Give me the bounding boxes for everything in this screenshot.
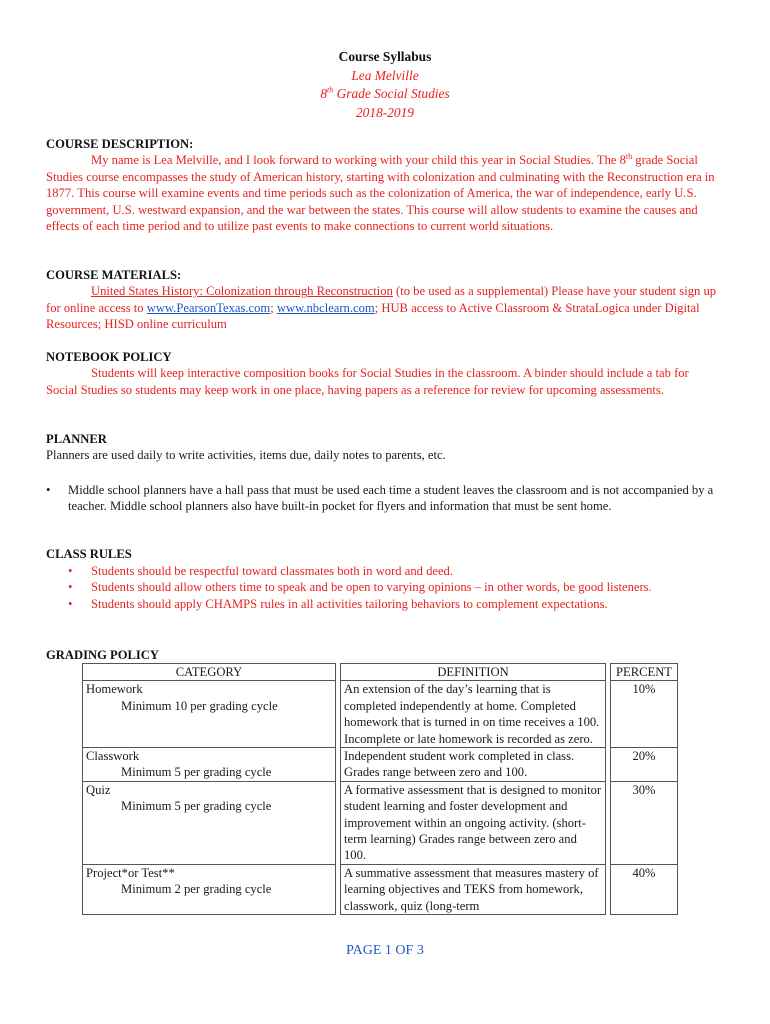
course-description-section [46,136,718,234]
column-header-percent: PERCENT [611,664,678,681]
school-year: 2018-2019 [355,104,415,120]
teacher-name: Lea Melville [351,67,419,83]
bullet-icon: • [68,580,73,595]
notebook-policy-heading: NOTEBOOK POLICY [46,350,172,364]
grading-table [82,663,678,915]
pearson-link[interactable]: www.PearsonTexas.com [146,300,271,315]
definition-cell: An extension of the day’s learning that is completed independently at home. Completed homework that is turned in on time receives a 100. Incomplete or late homework is recorded as zero. [341,681,606,748]
course-description-heading: COURSE DESCRIPTION: [46,137,194,151]
definition-cell: A summative assessment that measures mastery of learning objectives and TEKS from homework, classwork, quiz (long-term [341,864,606,914]
percent-cell: 10% [611,681,678,748]
percent-cell: 40% [611,864,678,914]
class-rules-heading: CLASS RULES [46,547,132,561]
column-header-definition: DEFINITION [341,664,606,681]
notebook-policy-text: Students will keep interactive composition books for Social Studies in the classroom. A binder should include a tab for Social Studies so students may keep work in one place, having papers as a reference for review for upcoming assessments. [46,366,689,397]
list-item: • Students should allow others time to speak and be open to varying opinions – in other words, be good listeners. [68,580,652,595]
planner-heading: PLANNER [46,432,107,446]
course-materials-section [46,267,718,333]
percent-cell: 30% [611,781,678,864]
table-header-row [83,664,678,681]
percent-cell: 20% [611,748,678,782]
bullet-icon: • [68,596,73,611]
grading-policy-heading: GRADING POLICY [46,648,159,662]
document-title: Course Syllabus [338,49,432,64]
page-number: PAGE 1 OF 3 [346,943,424,958]
bullet-icon: • [46,483,51,497]
table-row [83,748,678,782]
table-row [83,781,678,864]
course-name: 8th Grade Social Studies [320,85,450,101]
course-materials-heading: COURSE MATERIALS: [46,268,182,282]
category-cell: Project*or Test** Minimum 2 per grading cycle [83,864,336,914]
list-item: • Students should be respectful toward classmates both in word and deed. [68,564,453,578]
table-row [83,864,678,914]
nbclearn-link[interactable]: www.nbclearn.com [276,300,375,315]
notebook-policy-section [46,349,718,398]
course-materials-text: United States History: Colonization through Reconstruction (to be used as a supplemental) Please have your student sign up for online access to www.PearsonTexas.com; www.nbclearn.com; HUB access to Active Classroom & StrataLogica under Digital Resources; HISD online curriculum [46,284,717,332]
category-cell: Homework Minimum 10 per grading cycle [83,681,336,748]
category-cell: Quiz Minimum 5 per grading cycle [83,781,336,864]
planner-section [46,431,718,464]
class-rules-list [46,563,718,612]
course-description-text: My name is Lea Melville, and I look forward to working with your child this year in Social Studies. The 8th grade Social Studies course encompasses the study of American history, starting with colonization and culminating with the Reconstruction era in 1877. This course will examine events and time periods such as the colonization of America, the war of independence, early U.S. government, U.S. westward expansion, and the war between the states. This course will allow students to examine the causes and effects of each time period and to utilize past events to make connections to current world situations. [46,152,715,234]
class-rules-section [46,546,718,562]
definition-cell: Independent student work completed in class. Grades range between zero and 100. [341,748,606,782]
definition-cell: A formative assessment that is designed to monitor student learning and foster development and improvement within an ongoing activity. (short-term learning) Grades range between zero and 100. [341,781,606,864]
planner-text: Planners are used daily to write activities, items due, daily notes to parents, etc. [46,448,446,463]
list-item: • Students should apply CHAMPS rules in all activities tailoring behaviors to complement expectations. [68,596,608,611]
textbook-title: United States History: Colonization through Reconstruction [91,284,393,299]
category-cell: Classwork Minimum 5 per grading cycle [83,748,336,782]
list-item: • Middle school planners have a hall pass that must be used each time a student leaves the classroom and is not accompanied by a teacher. Middle school planners also have built-in pocket for flyers and information that must be sent home. [46,483,714,514]
grading-policy-section [46,647,718,663]
document-header [0,48,770,122]
table-row [83,681,678,748]
column-header-category: CATEGORY [83,664,336,681]
planner-bullet-list [46,482,718,515]
bullet-icon: • [68,564,73,578]
